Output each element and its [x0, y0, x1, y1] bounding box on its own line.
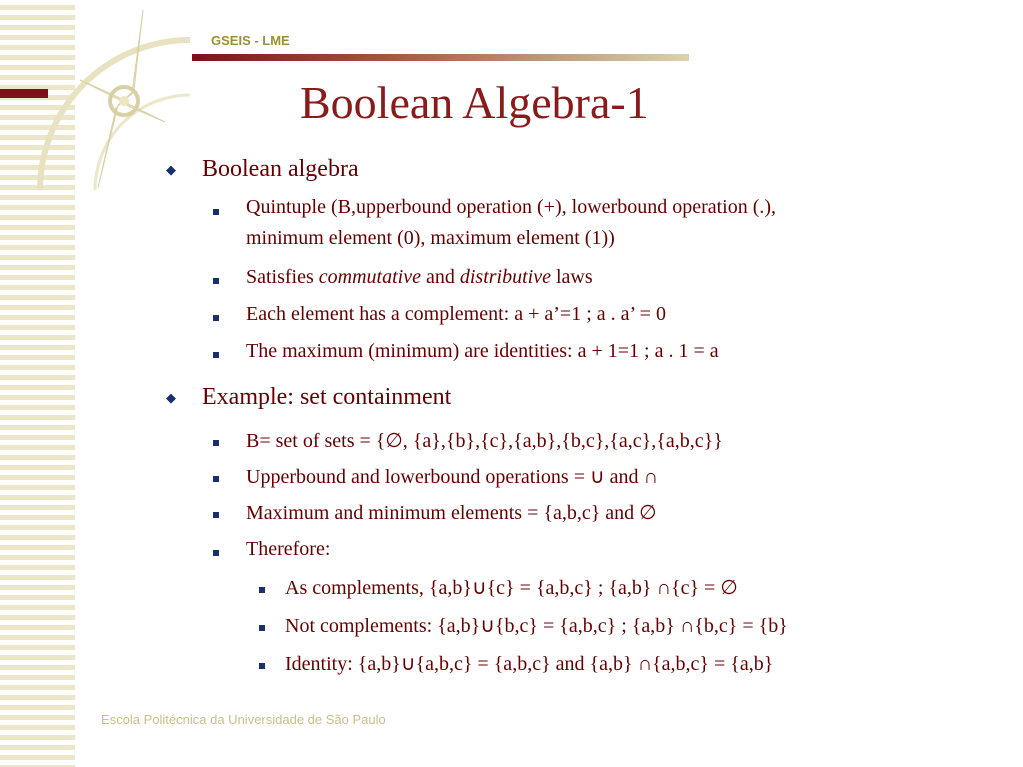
emphasis-text: commutative: [318, 266, 421, 288]
text-line: The maximum (minimum) are identities: a + 1=1 ; a . 1 = a: [246, 340, 719, 362]
header-label: GSEIS - LME: [211, 33, 290, 48]
text-line: Example: set containment: [202, 384, 452, 410]
bullet-text: [246, 266, 593, 289]
diamond-bullet-icon: ◆: [166, 390, 176, 405]
emphasis-text: distributive: [459, 266, 551, 288]
header-rule: [192, 54, 689, 61]
bullet-text: [285, 575, 738, 600]
square-bullet-icon: [213, 476, 219, 482]
bullet-text: [246, 428, 723, 453]
bullet-text: [246, 500, 657, 525]
text-line: Therefore:: [246, 538, 331, 560]
text-line: Boolean algebra: [202, 156, 359, 182]
text-fragment: and: [420, 266, 460, 288]
square-bullet-icon: [213, 209, 219, 215]
text-line: Not complements: {a,b}∪{b,c} = {a,b,c} ; {a,b} ∩{b,c} = {b}: [285, 615, 788, 637]
bullet-text: [285, 651, 773, 676]
bullet-text: [285, 613, 788, 638]
text-line: Each element has a complement: a + a’=1 ; a . a’ = 0: [246, 303, 666, 325]
bullet-text: [202, 156, 359, 183]
text-fragment: laws: [550, 266, 593, 288]
square-bullet-icon: [259, 587, 265, 593]
text-line: As complements, {a,b}∪{c} = {a,b,c} ; {a,b} ∩{c} = ∅: [285, 577, 738, 599]
text-line: Quintuple (B,upperbound operation (+), lowerbound operation (.),: [246, 196, 777, 218]
square-bullet-icon: [213, 352, 219, 358]
text-line-continued: minimum element (0), maximum element (1)): [246, 227, 615, 249]
square-bullet-icon: [213, 440, 219, 446]
footer-text: Escola Politécnica da Universidade de São Paulo: [101, 712, 386, 727]
text-fragment: Satisfies: [246, 266, 319, 288]
text-line: B= set of sets = {∅, {a},{b},{c},{a,b},{b,c},{a,c},{a,b,c}}: [246, 430, 723, 452]
bullet-text: [246, 192, 776, 254]
square-bullet-icon: [213, 550, 219, 556]
bullet-text: [246, 538, 330, 561]
text-line: Maximum and minimum elements = {a,b,c} and ∅: [246, 502, 657, 524]
diamond-bullet-icon: ◆: [166, 162, 176, 177]
bullet-text: [202, 384, 451, 411]
square-bullet-icon: [213, 315, 219, 321]
square-bullet-icon: [213, 512, 219, 518]
bullet-text: [246, 340, 719, 363]
square-bullet-icon: [213, 278, 219, 284]
bullet-text: [246, 303, 666, 326]
slide-title: Boolean Algebra-1: [300, 77, 649, 128]
bullet-text: [246, 464, 658, 489]
text-line: Identity: {a,b}∪{a,b,c} = {a,b,c} and {a,b} ∩{a,b,c} = {a,b}: [285, 653, 774, 675]
square-bullet-icon: [259, 625, 265, 631]
text-line: Upperbound and lowerbound operations = ∪ and ∩: [246, 466, 658, 488]
square-bullet-icon: [259, 663, 265, 669]
